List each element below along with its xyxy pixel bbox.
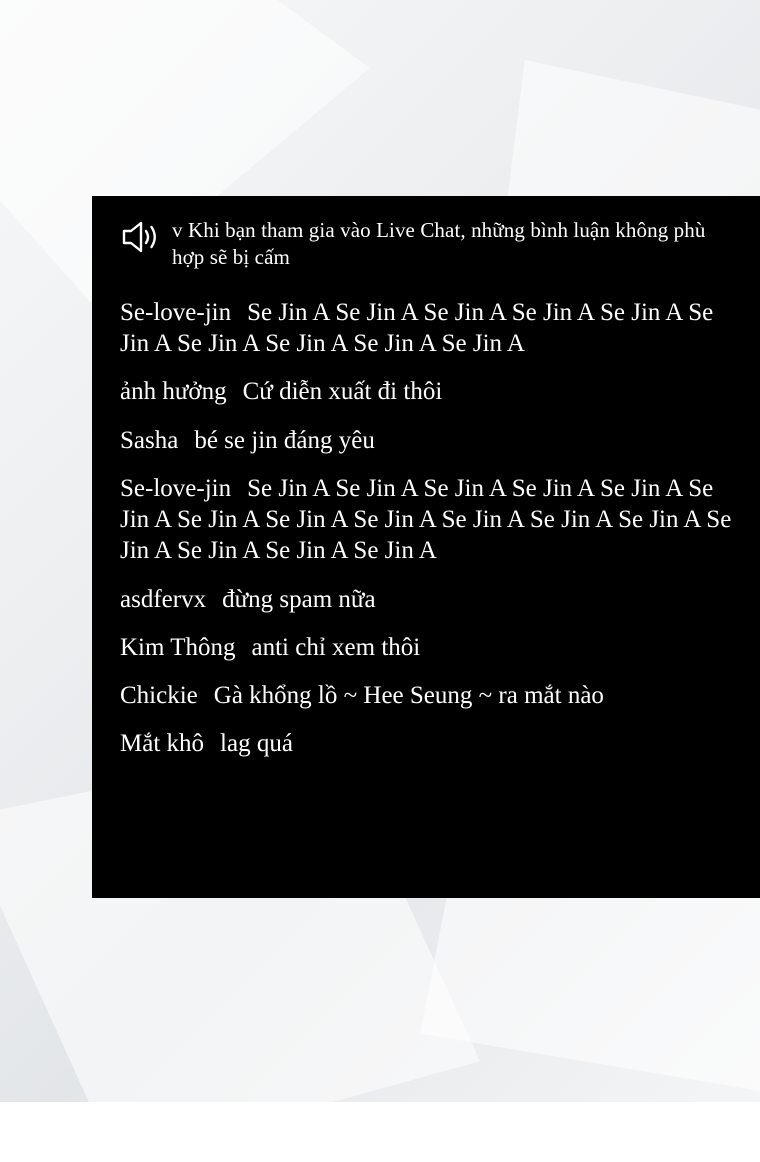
chat-message-text: Gà khổng lồ ~ Hee Seung ~ ra mắt nào: [213, 682, 604, 709]
chat-message-text: Se Jin A Se Jin A Se Jin A Se Jin A Se Jin A Se Jin A Se Jin A Se Jin A Se Jin A Se Jin A: [120, 298, 714, 357]
chat-message-author: asdfervx: [120, 585, 207, 613]
chat-message-author: Kim Thông: [120, 633, 236, 661]
chat-notice: [120, 216, 738, 271]
chat-message-text: Cứ diễn xuất đi thôi: [242, 378, 443, 406]
chat-message: [120, 425, 738, 456]
chat-message-author: Chickie: [120, 682, 198, 709]
chat-message: [120, 728, 738, 759]
chat-message-author: ảnh hưởng: [120, 378, 227, 406]
chat-message-author: Se-love-jin: [120, 474, 232, 502]
live-chat-overlay: [92, 196, 760, 898]
chat-message-text: bé se jin đáng yêu: [194, 426, 375, 454]
chat-message-list: [120, 297, 738, 760]
chat-notice-text: v Khi bạn tham gia vào Live Chat, những bình luận không phù hợp sẽ bị cấm: [172, 218, 706, 269]
chat-message: [120, 473, 738, 567]
speaker-icon: [120, 218, 160, 256]
chat-message: [120, 297, 738, 360]
chat-message-text: đừng spam nữa: [222, 585, 376, 613]
chat-message: [120, 680, 738, 711]
chat-message-text: Se Jin A Se Jin A Se Jin A Se Jin A Se Jin A Se Jin A Se Jin A Se Jin A Se Jin A Se Jin A Se Jin A Se Jin A Se Jin A Se Jin A Se Jin A Se Jin A: [120, 474, 732, 565]
chat-message-author: Mắt khô: [120, 730, 205, 758]
chat-message: [120, 632, 738, 663]
chat-message: [120, 376, 738, 407]
chat-message-text: anti chỉ xem thôi: [251, 633, 421, 661]
chat-message-author: Se-love-jin: [120, 298, 232, 326]
chat-message: [120, 584, 738, 615]
chat-message-author: Sasha: [120, 426, 179, 454]
chat-message-text: lag quá: [220, 730, 293, 758]
